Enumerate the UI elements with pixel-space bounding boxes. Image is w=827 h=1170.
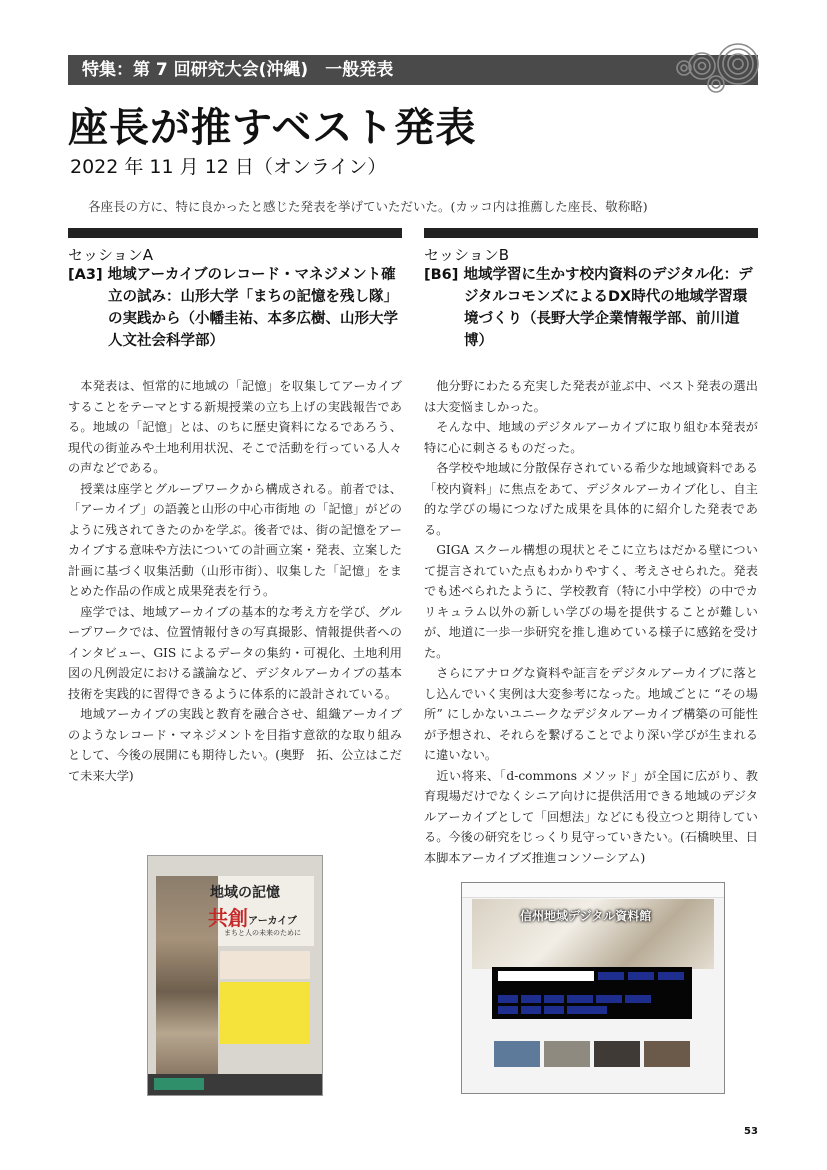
session-b-paragraph: 近い将来、「d-commons メソッド」が全国に広がり、教育現場だけでなくシニア向けに提供活用できる地域のデジタルアーカイブとして「回想法」などにも役立つと期待している。今後の研究をじっくり見守っていきたい。(石橋映里、日本脚本アーカイブズ推進コンソーシアム) <box>424 768 758 865</box>
poster-title: 地域の記憶 <box>210 885 280 901</box>
session-a-label: セッションA <box>68 246 153 264</box>
website-panel-button <box>498 995 518 1003</box>
feature-header-label: 特集：第 7 回研究大会(沖縄) 一般発表 <box>82 60 394 80</box>
website-screenshot-image <box>461 882 725 1094</box>
event-date: 2022 年 11 月 12 日（オンライン） <box>70 156 387 178</box>
session-a-paragraph: 本発表は、恒常的に地域の「記憶」を収集してアーカイブすることをテーマとする新規授業の立ち上げの実践報告である。地域の「記憶」とは、のちに歴史資料になるであろう、現代の街並みや土地利用状況、そこで活動を行っている人々の声などである。 <box>68 379 402 475</box>
page-number: 53 <box>744 1126 758 1137</box>
session-b-paragraph: そんな中、地域のデジタルアーカイブに取り組む本発表が特に心に刺さるものだった。 <box>424 420 758 455</box>
session-a-paragraph: 地域アーカイブの実践と教育を融合させ、組織アーカイブのようなレコード・マネジメントを目指す意欲的な取り組みとして、今後の展開にも期待したい。(奥野 拓、公立はこだて未来大学) <box>68 707 402 783</box>
website-panel-button <box>628 972 654 980</box>
website-search-box <box>498 971 594 981</box>
session-a-talk-title: [A3] 地域アーカイブのレコード・マネジメント確立の試み：山形大学「まちの記憶を残し隊」の実践から（小幡圭祐、本多広樹、山形大学人文社会科学部） <box>68 267 398 349</box>
session-b-body <box>424 376 758 868</box>
website-panel-button <box>498 1006 518 1014</box>
website-panel-button <box>625 995 651 1003</box>
website-header-strip <box>462 883 724 898</box>
intro-text: 各座長の方に、特に良かったと感じた発表を挙げていただいた。(カッコ内は推薦した座長、敬称略) <box>88 199 648 214</box>
session-b-paragraph: 他分野にわたる充実した発表が並ぶ中、ベスト発表の選出は大変悩ましかった。 <box>424 379 758 414</box>
column-b-rule <box>424 228 758 238</box>
session-b-paragraph: さらにアナログな資料や証言をデジタルアーカイブに落とし込んでいく実例は大変参考になった。地域ごとに “その場所” にしかないユニークなデジタルアーカイブ構築の可能性が予想され、それらを繋げることでより深い学びが生まれるに違いない。 <box>424 666 758 762</box>
website-hero-title: 信州地域デジタル資料館 <box>520 909 652 923</box>
session-a-paragraph: 授業は座学とグループワークから構成される。前者では、「アーカイブ」の語義と山形の中心市街地 の「記憶」がどのように残されてきたのかを学ぶ。後者では、街の記憶をアーカイブする意味や方法についての計画立案・発表、立案した計画に基づく収集活動（山形市街）、収集した「記憶」をまとめた作品の作成と成果発表を行う。 <box>68 481 402 598</box>
website-thumbnail <box>594 1041 640 1067</box>
session-a-body <box>68 376 402 786</box>
feature-header-bar <box>68 55 758 85</box>
poster-footer-logo <box>154 1078 204 1090</box>
website-panel-button <box>567 995 593 1003</box>
website-panel-button <box>658 972 684 980</box>
website-thumbnail <box>644 1041 690 1067</box>
session-b-paragraph: GIGA スクール構想の現状とそこに立ちはだかる壁について提言されていた点もわかりやすく、考えさせられた。発表でも述べられたように、学校教育（特に小中学校）の中でカリキュラム以外の新しい学びの場を提供することが難しいが、地道に一歩一歩研究を推し進めている様子に感銘を受けた。 <box>424 543 758 660</box>
poster-mid-block <box>220 951 310 979</box>
poster-subtitle: アーカイブ <box>248 916 297 927</box>
concentric-circles-icon <box>676 40 766 96</box>
session-b-label: セッションB <box>424 246 509 264</box>
website-panel-button <box>567 1006 607 1014</box>
poster-red-text: 共創 <box>208 906 248 930</box>
website-thumbnail-row <box>494 1041 692 1073</box>
session-b-talk-title: [B6] 地域学習に生かす校内資料のデジタル化：デジタルコモンズによるDX時代の地域学習環境づくり（長野大学企業情報学部、前川道博） <box>424 267 753 349</box>
page-title: 座長が推すベスト発表 <box>68 105 477 151</box>
session-a-paragraph: 座学では、地域アーカイブの基本的な考え方を学び、グループワークでは、位置情報付きの写真撮影、情報提供者へのインタビュー、GIS によるデータの集約・可視化、土地利用図の凡例設定における議論など、デジタルアーカイブの基本技術を実践的に習得できるように体系的に設計されている。 <box>68 604 402 701</box>
session-b-paragraph: 各学校や地域に分散保存されている希少な地域資料である「校内資料」に焦点をあて、デジタルアーカイブ化し、自主的な学びの場につなげた成果を具体的に紹介した発表である。 <box>424 461 758 537</box>
website-panel-button <box>544 995 564 1003</box>
column-a-rule <box>68 228 402 238</box>
poster-image <box>147 855 323 1096</box>
website-panel-button <box>521 1006 541 1014</box>
website-panel-button <box>598 972 624 980</box>
website-panel-button <box>596 995 622 1003</box>
website-thumbnail <box>494 1041 540 1067</box>
website-panel-button <box>544 1006 564 1014</box>
poster-yellow-block <box>220 982 310 1044</box>
website-thumbnail <box>544 1041 590 1067</box>
poster-tagline: まちと人の未来のために <box>224 929 301 937</box>
website-panel-button <box>521 995 541 1003</box>
